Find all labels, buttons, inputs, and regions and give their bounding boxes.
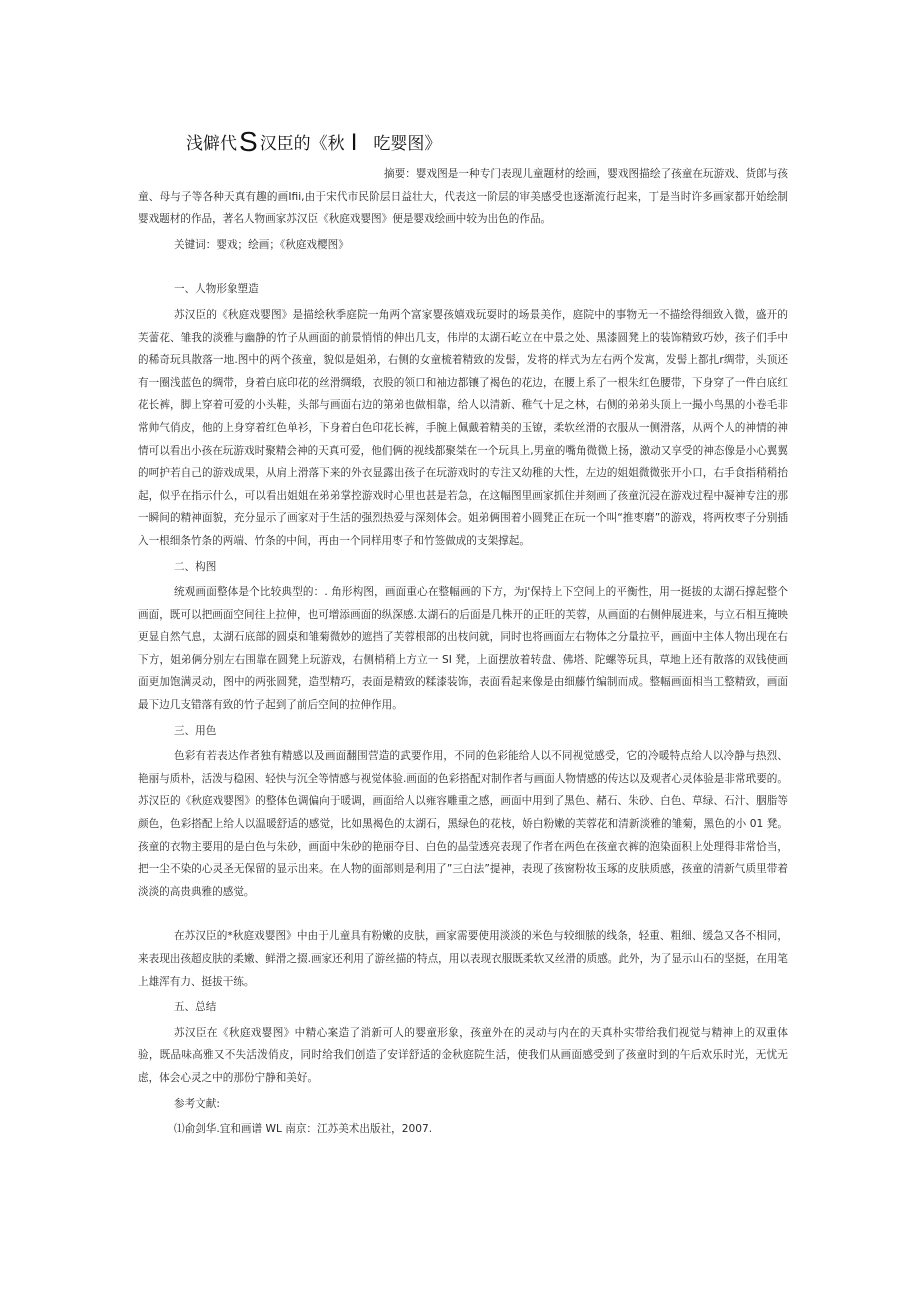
title-part-1: 浅僻代: [186, 134, 237, 154]
references-heading: 参考文献:: [174, 1097, 220, 1110]
section-2-heading: 二、构图: [174, 560, 217, 573]
section-2-paragraph: 统观画面整体是个比较典型的：. 角形构图，画面重心在整幅画的下方，为j'保持上下空间上的平衡性，用一挺拔的太湖石撑起整个画面，既可以把画面空间往上拉伸，也可增添画面的纵深感.太湖石的后面是几株开的正旺的芙蓉，从画面的右侧伸展进来，与立石相互掩映更显自然气息，太湖石底部的圆桌和雏菊微妙的遮挡了芙蓉根部的出枝问就，同时也将画面左右物体之分量拉平，画面中主体人物出现在右下方，姐弟俩分别左右围靠在圆凳上玩游戏，右侧梢稍上方立一 SI 凳，上面摆放着转盘、佛塔、陀螺等玩具，草地上还有散落的双钱使画面更加饱满灵动，图中的两张圆凳，造型精巧，表面是精致的糅漆装饰，表面看起来像是由细藤竹编制而成。整幅画面相当工整精致，画面最下边几支错落有致的竹子起到了前后空间的拉伸作用。: [138, 586, 788, 712]
document-body: [138, 163, 788, 1141]
section-1-heading: 一、人物形象塑造: [174, 283, 259, 296]
section-5-heading: 五、总结: [174, 1001, 217, 1014]
title-part-3: 汉臣的《秋: [259, 134, 345, 154]
keywords: 关键词：婴戏；绘画；《秋庭戏樱图》: [174, 238, 349, 251]
section-4-paragraph: 在苏汉臣的*秋庭戏婴图》中由于儿童具有粉嫩的皮肤，画家需要使用淡淡的米色与较细脓的线条，轻重、粗细、缓急又各不相同，来表现出孩超皮肤的柔嫩、鲜滑之掇.画家还利用了游丝描的特点，用以表现衣服既柔软又丝滑的质感。此外，为了显示山石的坚挺，在用笔上雄浑有力、挺拔干练。: [138, 930, 788, 988]
reference-item: ⑴俞剑华.宜和画谱 WL 南京：江苏美术出版社，2007.: [174, 1123, 433, 1136]
abstract: 摘要：婴戏图是一种专门表现儿童题材的绘画，婴戏图描绘了孩童在玩游戏、货郎与孩童、母与子等各种天真有趣的画Ifii,由于宋代市民阶层日益壮大，代表这一阶层的审美感受也逐渐流行起来，丁是当时许多画家都开始绘制婴戏题材的作品，著名人物画家苏汉臣《秋庭戏婴图》便是婴戏绘画中较为出色的作品。: [138, 168, 788, 226]
title-part-2: S: [239, 126, 258, 157]
section-3-paragraph: 色彩有若表达作者独有精感以及画面翻围营造的武要作用，不同的色彩能给人以不同视觉感受，它的冷暖特点给人以冷静与热烈、艳丽与质朴，活泼与稳困、轻快与沉全等情感与视觉体验.画面的色彩搭配对制作者与画面人物情感的传达以及观者心灵体验是非常玳要的。苏汉臣的《秋庭戏婴图》的整体色调偏向于暖调，画面给人以雍容雕重之感，画面中用到了黑色、赭石、朱砂、白色、草绿、石汁、胭脂等颜色，色彩搭配上给人以温暖舒适的感觉，比如黑褐色的太湖石，黑绿色的花枝，娇白粉嫩的芙蓉花和清新淡雅的雏菊，黑色的小 01 凳。孩童的衣物主要用的是白色与朱砂，画面中朱砂的艳丽夺目、白色的晶莹透亮表现了作者在两色在孩童衣裤的泡染面积上处理得非常恰当，把一尘不染的心灵圣无保留的显示出来。在人物的面部则是利用了”三白法”提神，表现了孩窗粉妆玉琢的皮肤质感，孩童的清新气质里带着淡淡的高贵典雅的感觉。: [138, 750, 788, 898]
paper-title: [186, 126, 746, 160]
title-part-5: 吃婴图》: [373, 134, 442, 154]
section-1-paragraph: 苏汉臣的《秋庭戏婴图》是描绘秋季庭院一角两个富家婴孩嬉戏玩耍时的场景美作，庭院中的事物无一不描绘得细致入微，盛开的芙蕾花、雏我的淡雅与幽静的竹子从画面的前景悄悄的伸出几支，伟岸的太湖石屹立在中景之处、黑漆圆凳上的装饰精致巧妙，孩子们手中的稀奇玩具散落一地.图中的两个孩童，貌似是姐弟，右侧的女童梳着精致的发髻，发将的样式为左右两个发寓，发髻上都扎r绸带，头顶还有一圈浅蓝色的绸带，身着白底印花的丝滑绸缎，衣股的领口和袖边都镶了褐色的花边，在腰上系了一根朱红色腰带，下身穿了一件白底红花长裤，脚上穿着可爱的小头鞋，头部与画面右边的第弟也做相靠，给人以清新、稚气十足之林，右侧的弟弟头顶上一撮小鸟黑的小卷毛非常帅气俏皮，他的上身穿着红色单衫，下身着白色印花长裤，手腕上佩戴着精美的玉镣，柔软丝滑的衣服从一侧滑落，从两个人的神情的神情可以看出小孩在玩游戏时聚精会神的天真可爱，他们俩的视线都聚桀在一个玩具上,男童的嘴角微微上扬，激动又享受的神态像是小心翼翼的呵护若自己的游戏成果，从肩上滑落下来的外衣显露出孩子在玩游戏时的专注又幼稚的大性，左边的姐姐微微张开小口，右手食指稍稍抬起，似乎在指示什么，可以看出姐姐在弟弟掌控游戏时心里也甚是若急，在这幅图里画家抓住并刻画了孩童沉浸在游戏过程中凝神专注的那一瞬间的精神面貌，充分显示了画家对于生活的强烈热爱与深刻体会。姐弟俩围着小圆凳正在玩一个叫“推枣磨”的游戏，将两枚枣子分别插入一根细条竹条的两端、竹条的中间，再由一个同样用枣子和竹签做成的支架撑起。: [138, 308, 788, 547]
title-part-4: I: [350, 129, 358, 156]
section-5-paragraph: 苏汉臣在《秋庭戏婴图》中精心案造了消新可人的婴童形象，孩童外在的灵动与内在的天真朴实带给我们视觉与精神上的双重体验，既品味高雅又不失活泼俏皮，同时给我们创造了安详舒适的金秋庭院生活，使我们从画面感受到了孩童时到的午后欢乐时光，无忧无虑，体会心灵之中的那份宁静和美好。: [138, 1026, 788, 1084]
section-3-heading: 三、用色: [174, 724, 217, 737]
